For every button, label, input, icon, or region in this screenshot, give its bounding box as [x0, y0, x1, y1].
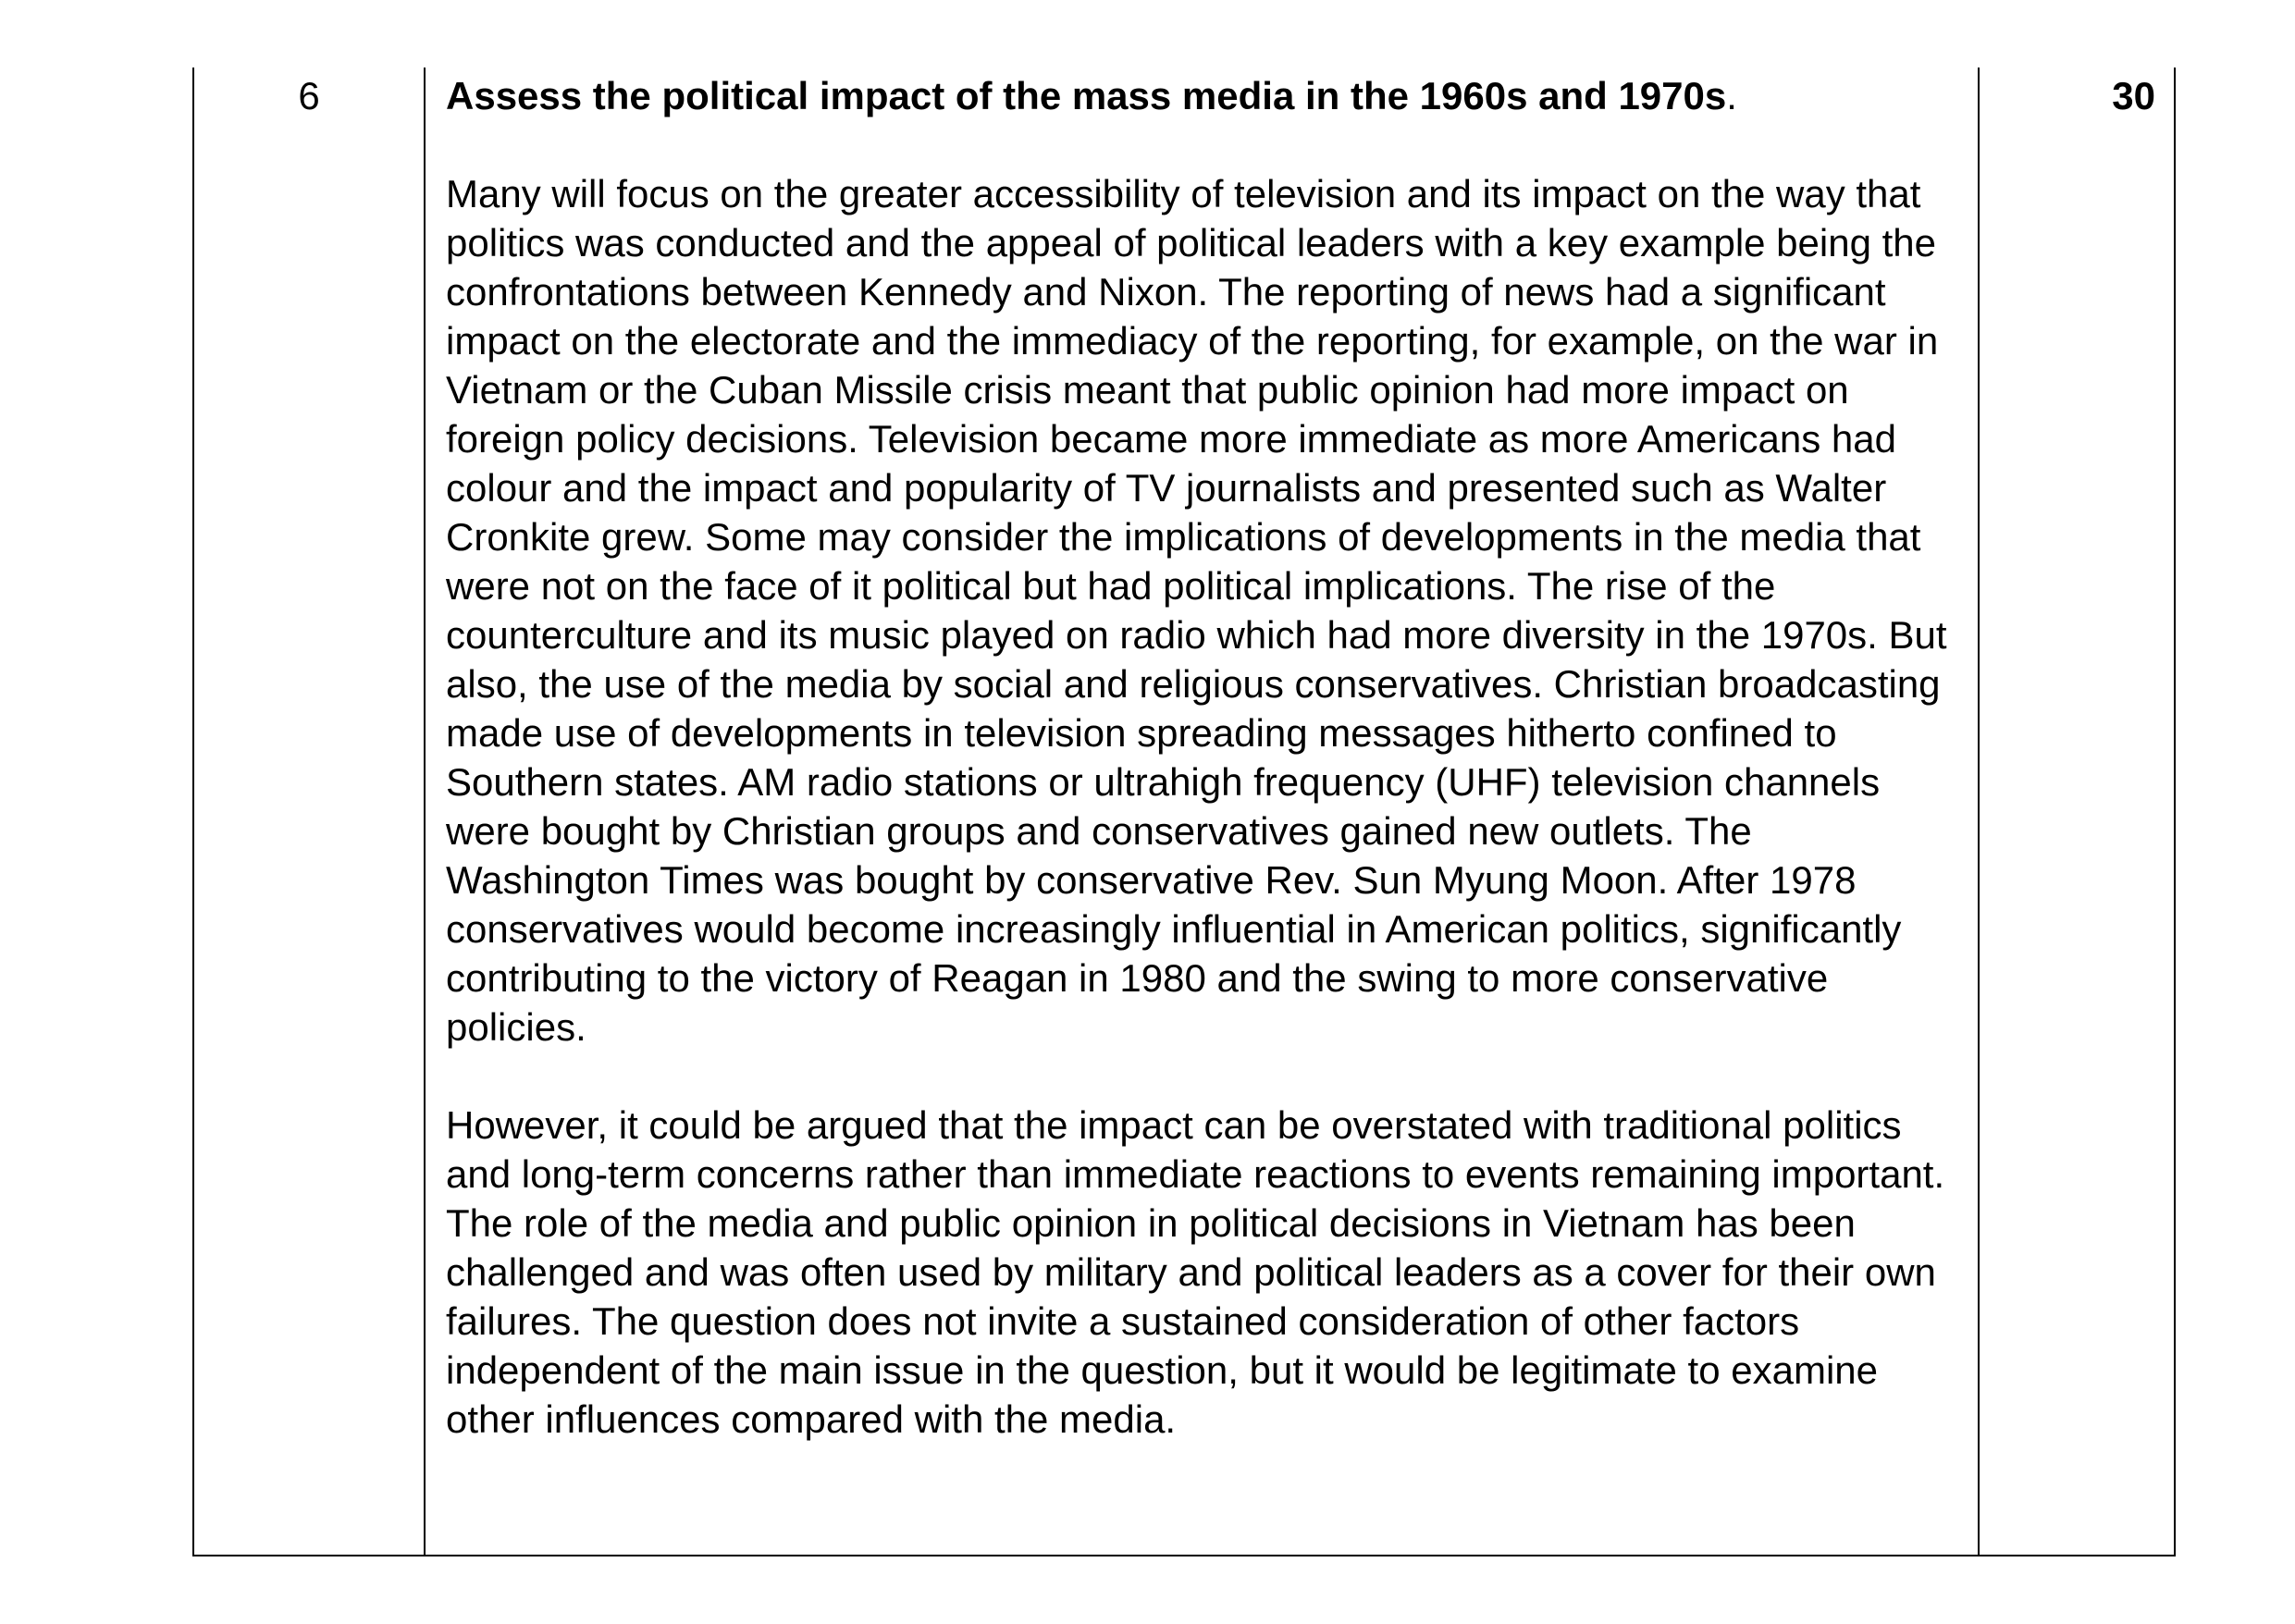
question-row: [193, 68, 2175, 1556]
question-marks: 30: [1979, 68, 2175, 1556]
question-content: [425, 68, 1979, 1556]
guidance-paragraph-1: Many will focus on the greater accessibility of television and its impact on the way that politics was conducted and the appeal of political leaders with a key example being the confrontations between Kennedy and Nixon. The reporting of news had a significant impact on the electorate and the immediacy of the reporting, for example, on the war in Vietnam or the Cuban Missile crisis meant that public opinion had more impact on foreign policy decisions. Television became more immediate as more Americans had colour and the impact and popularity of TV journalists and presented such as Walter Cronkite grew. Some may consider the implications of developments in the media that were not on the face of it political but had political implications. The rise of the counterculture and its music played on radio which had more diversity in the 1970s. But also, the use of the media by social and religious conservatives. Christian broadcasting made use of developments in television spreading messages hitherto confined to Southern states. AM radio stations or ultrahigh frequency (UHF) television channels were bought by Christian groups and conservatives gained new outlets. The Washington Times was bought by conservative Rev. Sun Myung Moon. After 1978 conservatives would become increasingly influential in American politics, significantly contributing to the victory of Reagan in 1980 and the swing to more conservative policies.: [446, 172, 1947, 1049]
question-title-text: Assess the political impact of the mass media in the 1960s and 1970s: [446, 74, 1727, 117]
question-number: 6: [193, 68, 425, 1556]
question-title: [446, 71, 1957, 120]
question-title-period: .: [1726, 74, 1737, 117]
guidance-paragraph-2: However, it could be argued that the impact can be overstated with traditional politics and long-term concerns rather than immediate reactions to events remaining important. The role of the media and public opinion in political decisions in Vietnam has been challenged and was often used by military and political leaders as a cover for their own failures. The question does not invite a sustained consideration of other factors independent of the main issue in the question, but it would be legitimate to examine other influences compared with the media.: [446, 1103, 1945, 1441]
mark-scheme-table: [192, 68, 2176, 1556]
